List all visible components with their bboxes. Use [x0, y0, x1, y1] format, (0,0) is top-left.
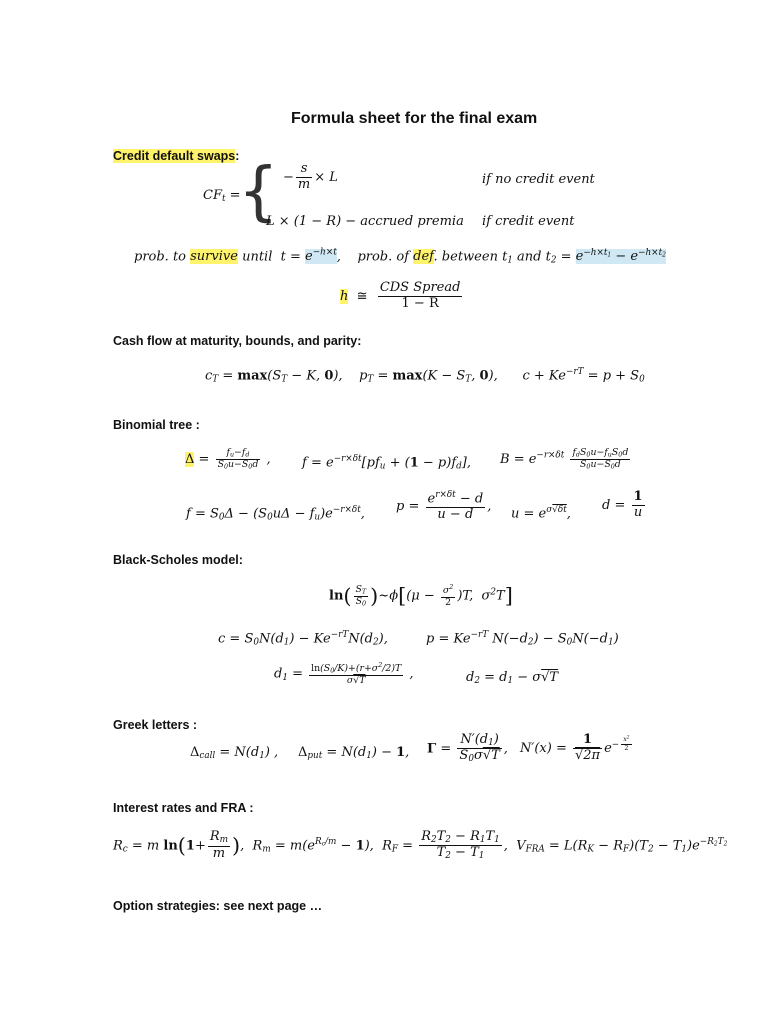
cds-heading-colon: : — [235, 149, 240, 163]
binomial-down-factor-formula: d = $\frac{1}{u}$ — [602, 489, 643, 520]
binomial-probability-formula: p = $\frac{e^{r\times\delta t} - d}{u - d}$ , — [396, 490, 492, 523]
cds-heading-highlight: Credit default swaps — [113, 149, 236, 163]
payoff-and-parity-formula: $c_T = \max(S_T - K$, 0), $p_T = \max(K - S_T$, 0), $c + Ke^{-rT} = p + S_0$ — [205, 367, 645, 385]
def-highlight: def — [413, 249, 434, 265]
binomial-up-factor-formula: $u = e^{\sigma√\delta t}$, — [511, 505, 571, 522]
put-delta-formula: $\Delta_{put} = N(d_1) - 1$, — [298, 745, 410, 762]
d1-formula: $d_1$ = $\frac{\ln(S_0/K)+(r+\sigma^2/2)T}{\sigma√T}$ , — [274, 662, 414, 686]
cds-cashflow-lhs: $CF_t$ = — [203, 188, 241, 205]
section-heading-cds — [113, 149, 239, 163]
binomial-option-value-formula: $f = e^{-r\times\delta t}[pf_u + (1 - p)f_d]$, — [302, 454, 472, 472]
binomial-bond-formula: $B = e^{-r\times\delta t}$ $\frac{f_dS_0u-f_uS_0d}{S_0u-S_0d}$ — [500, 447, 629, 471]
interest-rate-and-fra-formulas: $R_c = m$ ln(1+ $\frac{R_m}{m}$ ), $R_m = m(e^{R_c/m} - 1)$, $R_F$ = $\frac{R_2T_2 - R_1T_1}{T_2 - T_1}$ , $V_{FRA} = L(R_K - R_F)(T_2 - T_1)e^{-R_2T_2}$ — [113, 829, 728, 862]
binomial-delta-formula: Δ = $\frac{f_u-f_d}{S_0u-S_0d}$ , — [185, 447, 271, 471]
lognormal-distribution-formula: ln( $\frac{S_T}{S_0}$ )~ϕ[(μ − $\frac{\sigma^2}{2}$ )T, $\sigma^2T$] — [329, 583, 513, 608]
section-heading-interest-rates: Interest rates and FRA : — [113, 801, 254, 815]
call-delta-formula: $\Delta_{call} = N(d_1)$ , — [190, 745, 279, 762]
cds-survival-probability: prob. to survive until $t = e^{-h\times t}$, prob. of def. between $t_1$ and $t_2 = e^{-h\times t_1} - e^{-h\times t_2}$ — [134, 248, 666, 266]
section-heading-black-scholes: Black-Scholes model: — [113, 553, 243, 567]
cds-case2-formula: L × (1 − R) − accrued premia — [266, 214, 464, 229]
normal-density-formula: N′(x) = $\frac{1}{√2\pi}$ $e^{- \frac{x^2}{2}}$ — [520, 732, 630, 763]
d2-formula: $d_2 = d_1 - \sigma√T$ — [466, 670, 559, 687]
option-strategies-note: Option strategies: see next page … — [113, 899, 323, 913]
hazard-rate-formula: h ≅ $\frac{\text{CDS Spread}}{1 - R}$ — [340, 280, 461, 311]
cds-case1-formula: − $\frac{s}{m}$ × L — [283, 161, 338, 192]
cds-cases-brace: { — [238, 155, 279, 229]
black-scholes-put-formula: $p = Ke^{-rT}$ $N(-d_2) - S_0N(-d_1)$ — [426, 630, 619, 648]
cds-case2-condition: if credit event — [482, 214, 575, 229]
gamma-formula: Γ = $\frac{N'(d_1)}{S_0\sigma√T}$ , — [427, 732, 508, 765]
section-heading-binomial: Binomial tree : — [113, 418, 200, 432]
section-heading-greeks: Greek letters : — [113, 718, 198, 732]
page-title: Formula sheet for the final exam — [291, 110, 538, 127]
cds-case1-condition: if no credit event — [482, 172, 595, 187]
section-heading-cashflow: Cash flow at maturity, bounds, and parity: — [113, 334, 362, 348]
black-scholes-call-formula: $c = S_0N(d_1) - Ke^{-rT}N(d_2)$, — [218, 630, 388, 648]
cds-spread-label: CDS Spread — [379, 280, 461, 295]
binomial-replication-formula: $f = S_0\Delta - (S_0u\Delta - f_u)e^{-r\times\delta t}$, — [186, 505, 365, 523]
survive-highlight: survive — [190, 249, 238, 265]
